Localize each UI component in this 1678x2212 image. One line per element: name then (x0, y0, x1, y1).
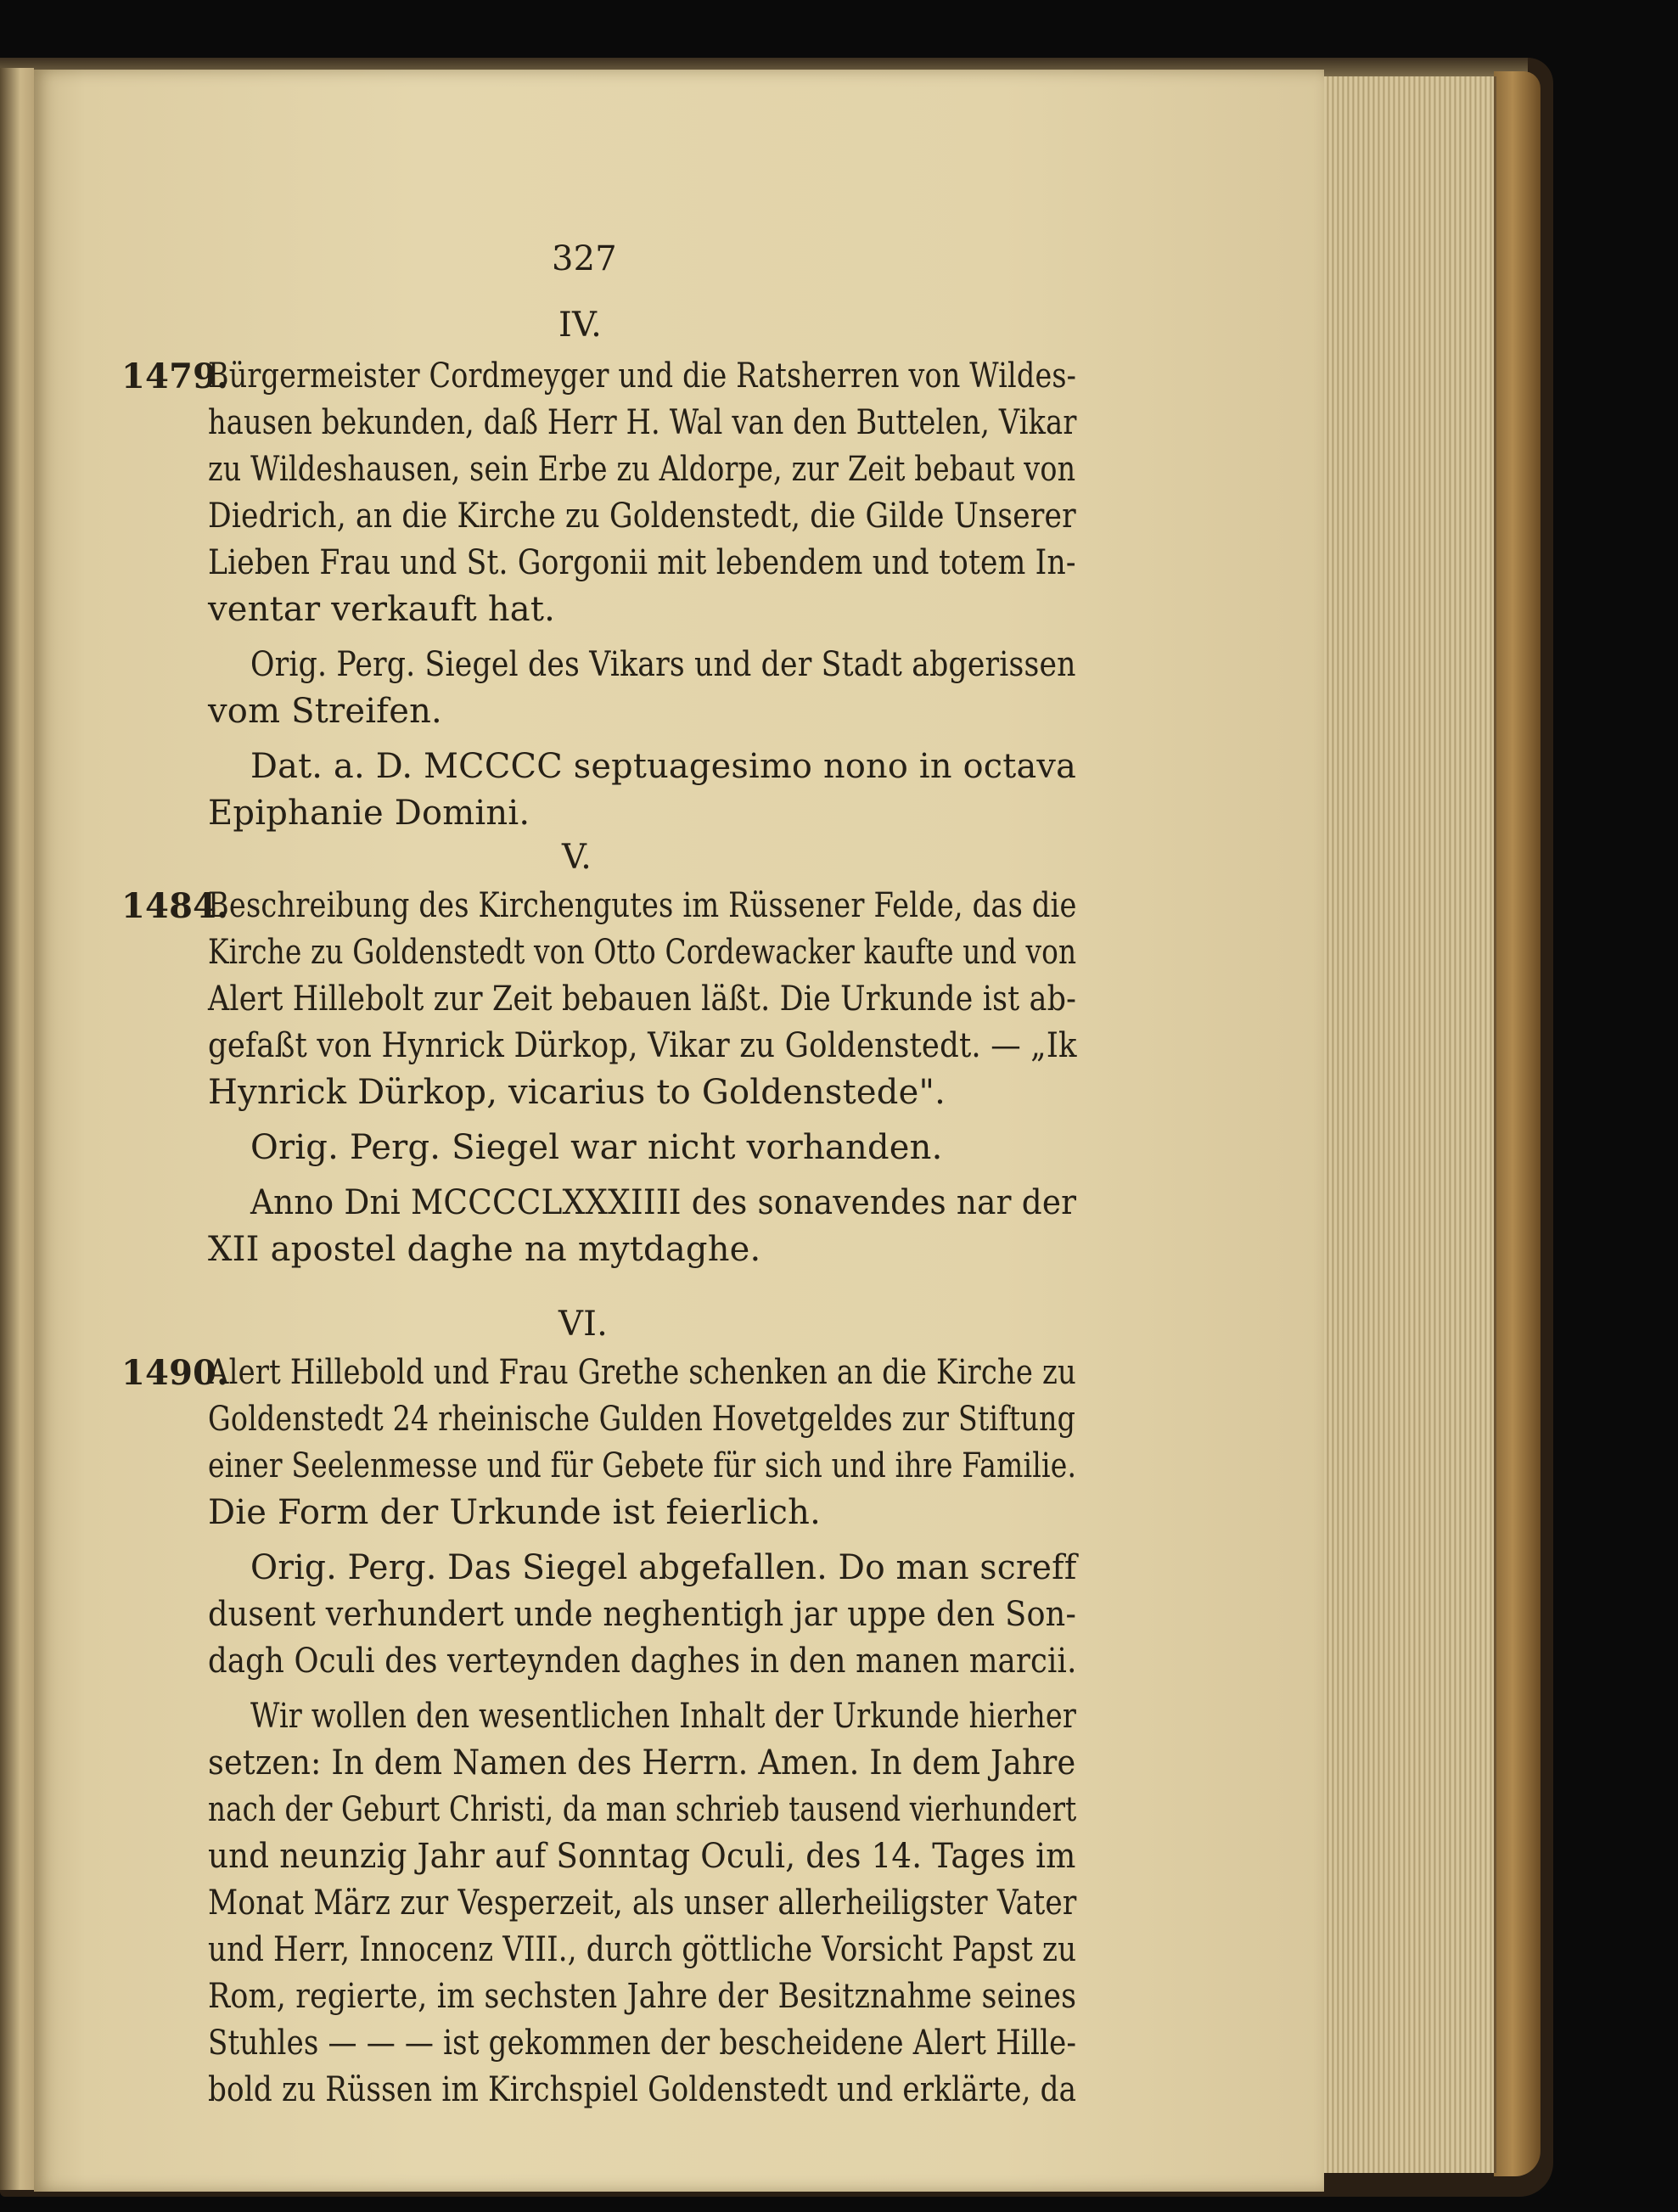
document-year: 1479. (121, 357, 229, 396)
text-line: Anno Dni MCCCCLXXXIIII des sonavendes nar der (250, 1183, 1077, 1222)
page-text (34, 70, 1324, 2192)
text-line: XII apostel daghe na mytdaghe. (208, 1230, 761, 1269)
page-stack-edges (1324, 76, 1496, 2173)
text-line: Orig. Perg. Das Siegel abgefallen. Do man screff (250, 1548, 1077, 1587)
text-line: Monat März zur Vesperzeit, als unser allerheiligster Vater (208, 1884, 1077, 1923)
text-line: Diedrich, an die Kirche zu Goldenstedt, die Gilde Unserer (208, 497, 1076, 536)
text-line: Bürgermeister Cordmeyger und die Ratsherren von Wildes- (208, 357, 1077, 396)
text-line: setzen: In dem Namen des Herrn. Amen. In dem Jahre (208, 1743, 1076, 1783)
left-page-edge (0, 68, 34, 2190)
text-line: nach der Geburt Christi, da man schrieb tausend vierhundert (208, 1790, 1077, 1829)
text-line: Orig. Perg. Siegel war nicht vorhanden. (250, 1128, 943, 1167)
text-line: Epiphanie Domini. (208, 794, 530, 833)
text-line: einer Seelenmesse und für Gebete für sich und ihre Familie. (208, 1446, 1077, 1485)
text-line: Beschreibung des Kirchengutes im Rüssener Felde, das die (208, 886, 1077, 925)
text-line: dusent verhundert unde neghentigh jar uppe den Son- (208, 1595, 1077, 1634)
book-cover-edge (1494, 71, 1541, 2176)
text-line: und neunzig Jahr auf Sonntag Oculi, des 14. Tages im (208, 1837, 1076, 1876)
text-line: zu Wildeshausen, sein Erbe zu Aldorpe, zur Zeit bebaut von (208, 450, 1076, 489)
document-year: 1484. (121, 886, 229, 926)
text-line: Hynrick Dürkop, vicarius to Goldenstede". (208, 1073, 946, 1112)
section-numeral: IV. (558, 306, 603, 345)
page-number: 327 (552, 239, 617, 278)
text-line: gefaßt von Hynrick Dürkop, Vikar zu Goldenstedt. — „Ik (208, 1026, 1077, 1065)
text-line: Die Form der Urkunde ist feierlich. (208, 1493, 821, 1532)
text-line: Dat. a. D. MCCCC septuagesimo nono in octava (250, 747, 1077, 786)
text-line: ventar verkauft hat. (208, 590, 556, 629)
section-numeral: V. (562, 838, 592, 877)
section-numeral: VI. (558, 1305, 609, 1344)
text-line: und Herr, Innocenz VIII., durch göttliche Vorsicht Papst zu (208, 1930, 1077, 1969)
text-line: bold zu Rüssen im Kirchspiel Goldenstedt und erklärte, da (208, 2070, 1077, 2109)
text-line: vom Streifen. (208, 692, 442, 731)
document-year: 1490. (121, 1353, 229, 1393)
text-line: dagh Oculi des verteynden daghes in den manen marcii. (208, 1642, 1077, 1681)
text-line: Lieben Frau und St. Gorgonii mit lebendem und totem In- (208, 543, 1076, 582)
text-line: Rom, regierte, im sechsten Jahre der Besitznahme seines (208, 1977, 1077, 2016)
book-page (34, 70, 1324, 2192)
text-line: Wir wollen den wesentlichen Inhalt der Urkunde hierher (250, 1697, 1076, 1736)
text-line: Stuhles — — — ist gekommen der bescheidene Alert Hille- (208, 2024, 1077, 2063)
text-line: Alert Hillebold und Frau Grethe schenken an die Kirche zu (208, 1353, 1076, 1392)
text-line: Orig. Perg. Siegel des Vikars und der Stadt abgerissen (250, 645, 1076, 684)
text-line: Kirche zu Goldenstedt von Otto Cordewacker kaufte und von (208, 933, 1077, 972)
text-line: Alert Hillebolt zur Zeit bebauen läßt. Die Urkunde ist ab- (208, 980, 1077, 1019)
text-line: hausen bekunden, daß Herr H. Wal van den Buttelen, Vikar (208, 403, 1077, 442)
text-line: Goldenstedt 24 rheinische Gulden Hovetgeldes zur Stiftung (208, 1400, 1076, 1439)
